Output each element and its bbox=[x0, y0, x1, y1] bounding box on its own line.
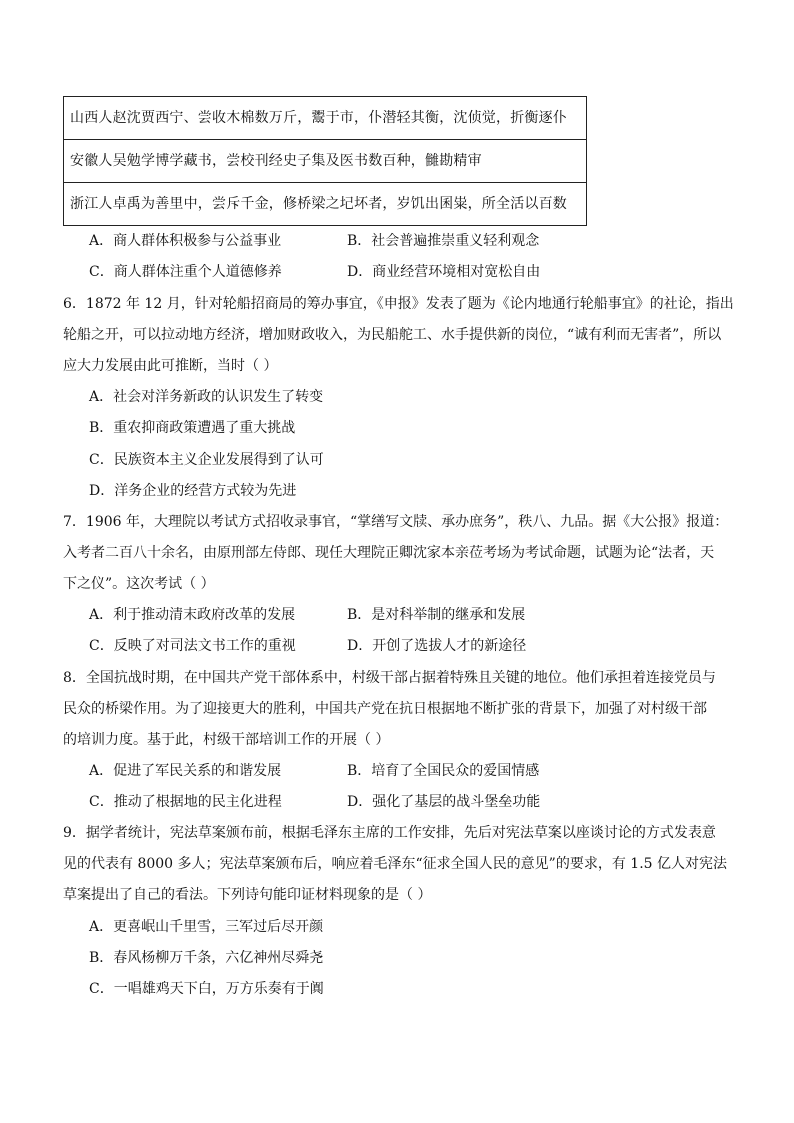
q6-option-b: B．重农抑商政策遭遇了重大挑战 bbox=[89, 420, 296, 436]
table-row: 浙江人卓禹为善里中，尝斥千金，修桥梁之圮坏者，岁饥出囷粜，所全活以百数 bbox=[70, 196, 567, 212]
q5-option-c: C．商人群体注重个人道德修养 bbox=[89, 264, 282, 280]
q7-option-b: B．是对科举制的继承和发展 bbox=[347, 607, 526, 623]
q9-stem-line: 草案提出了自己的看法。下列诗句能印证材料现象的是（ ） bbox=[63, 887, 432, 903]
q5-option-b: B．社会普遍推崇重义轻利观念 bbox=[347, 233, 540, 249]
q6-option-c: C．民族资本主义企业发展得到了认可 bbox=[89, 452, 324, 468]
q7-stem-line: 7．1906 年，大理院以考试方式招收录事官，“掌缮写文牍、承办庶务”，秩八、九品。据《大公报》报道： bbox=[63, 514, 729, 530]
q6-stem-line: 轮船之开，可以拉动地方经济，增加财政收入，为民船舵工、水手提供新的岗位，“诚有利而无害者”，所以 bbox=[63, 327, 722, 343]
q8-option-a: A．促进了军民关系的和谐发展 bbox=[89, 763, 282, 779]
q8-option-c: C．推动了根据地的民主化进程 bbox=[89, 794, 282, 810]
table-row: 安徽人吴勉学博学藏书，尝校刊经史子集及医书数百种，雠勘精审 bbox=[64, 140, 586, 183]
q8-stem-line: 的培训力度。基于此，村级干部培训工作的开展（ ） bbox=[63, 732, 390, 748]
q7-stem-line: 入考者二百八十余名，由原刑部左侍郎、现任大理院正卿沈家本亲莅考场为考试命题，试题为论“法者，天 bbox=[63, 545, 715, 561]
q7-option-c: C．反映了对司法文书工作的重视 bbox=[89, 638, 296, 654]
q9-stem-line: 见的代表有 8000 多人；宪法草案颁布后，响应着毛泽东“征求全国人民的意见”的要求，有 1.5 亿人对宪法 bbox=[63, 856, 728, 872]
q9-option-c: C．一唱雄鸡天下白，万方乐奏有于阗 bbox=[89, 981, 324, 997]
q5-option-a: A．商人群体积极参与公益事业 bbox=[89, 233, 282, 249]
q7-option-d: D．开创了选拔人才的新途径 bbox=[347, 638, 527, 654]
material-table bbox=[63, 96, 587, 226]
q9-option-b: B．春风杨柳万千条，六亿神州尽舜尧 bbox=[89, 950, 324, 966]
q6-stem-line: 6．1872 年 12 月，针对轮船招商局的筹办事宜，《申报》发表了题为《论内地通行轮船事宜》的社论，指出 bbox=[63, 296, 734, 312]
q5-option-d: D．商业经营环境相对宽松自由 bbox=[347, 264, 541, 280]
q6-option-d: D．洋务企业的经营方式较为先进 bbox=[89, 483, 297, 499]
table-row: 山西人赵沈贾西宁、尝收木棉数万斤，鬻于市，仆潜轻其衡，沈侦觉，折衡逐仆 bbox=[64, 97, 586, 140]
q6-option-a: A．社会对洋务新政的认识发生了转变 bbox=[89, 389, 324, 405]
q9-option-a: A．更喜岷山千里雪，三军过后尽开颜 bbox=[89, 919, 324, 935]
q8-option-b: B．培育了全国民众的爱国情感 bbox=[347, 763, 540, 779]
q7-stem-line: 下之仪”。这次考试（ ） bbox=[63, 576, 215, 592]
q8-option-d: D．强化了基层的战斗堡垒功能 bbox=[347, 794, 541, 810]
q8-stem-line: 民众的桥梁作用。为了迎接更大的胜利，中国共产党在抗日根据地不断扩张的背景下，加强了对村级干部 bbox=[63, 701, 707, 717]
q7-option-a: A．利于推动清末政府改革的发展 bbox=[89, 607, 296, 623]
q8-stem-line: 8．全国抗战时期，在中国共产党干部体系中，村级干部占据着特殊且关键的地位。他们承担着连接党员与 bbox=[63, 670, 716, 686]
q9-stem-line: 9．据学者统计，宪法草案颁布前，根据毛泽东主席的工作安排，先后对宪法草案以座谈讨论的方式发表意 bbox=[63, 825, 716, 841]
q6-stem-line: 应大力发展由此可推断，当时（ ） bbox=[63, 358, 278, 374]
